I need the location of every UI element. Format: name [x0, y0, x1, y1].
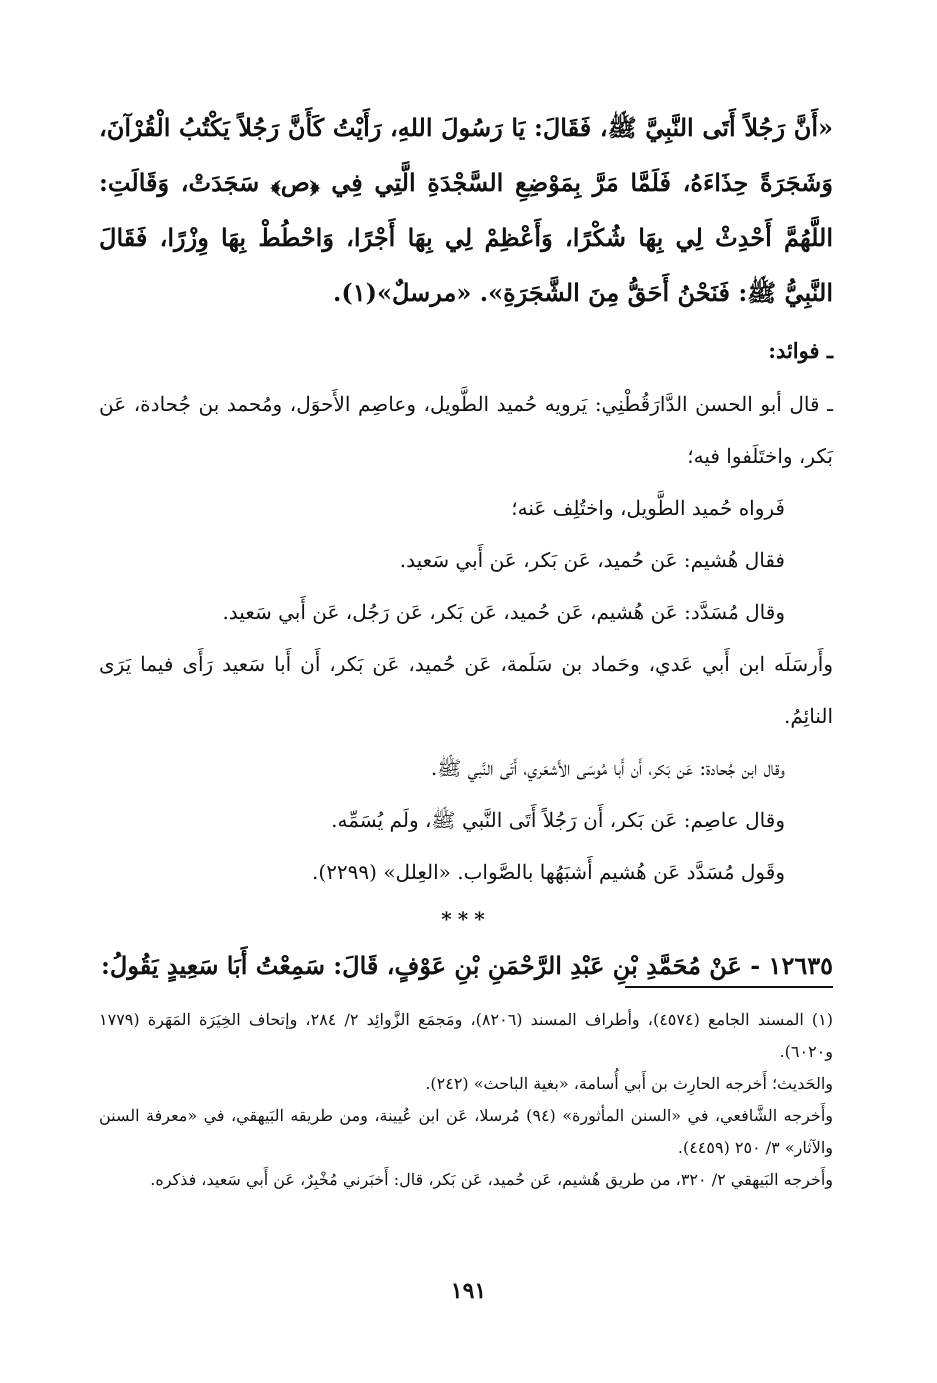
fawaid-heading: ـ فوائد: — [768, 338, 833, 363]
footnote-4: وأَخرجه البَيهقي ٢/ ٣٢٠، من طريق هُشيم، عَن حُميد، عَن بَكر، قال: أَخبَرني مُخْبِرٌ، عَن أَبي سَعيد، فذكره. — [150, 1170, 833, 1189]
footnote-2: والحَديث؛ أَخرجه الحارِث بن أَبي أُسامة، «بغية الباحث» (٢٤٢). — [425, 1074, 833, 1093]
footnote-divider — [625, 986, 833, 988]
mursal-paragraph: وأَرسَلَه ابن أَبي عَدي، وحَماد بن سَلَمة، عَن حُميد، عَن بَكر، أَن أَبا سَعيد رَأَى فيما يَرَى النائِمُ. — [99, 652, 833, 728]
musaddad-line: وقال مُسَدَّد: عَن هُشيم، عَن حُميد، عَن بَكر، عَن رَجُل، عَن أَبي سَعيد. — [222, 600, 785, 624]
qawl-line: وقَول مُسَدَّد عَن هُشيم أَشبَهُها بالصَّواب. «العِلل» (٢٢٩٩). — [312, 860, 785, 884]
hushaim-line: فقال هُشيم: عَن حُميد، عَن بَكر، عَن أَبي سَعيد. — [399, 548, 785, 572]
asim-line: وقال عاصِم: عَن بَكر، أَن رَجُلاً أَتَى النَّبي ﷺ، ولَم يُسَمِّه. — [331, 808, 785, 832]
footnote-1: (١) المسند الجامع (٤٥٧٤)، وأطراف المسند (٨٢٠٦)، ومَجمَع الزَّوائِد ٢/ ٢٨٤، وإتحاف الخِيَرَة المَهَرة (١٧٧٩ و٦٠٢٠). — [99, 1010, 833, 1061]
hadith-text: «أَنَّ رَجُلاً أَتَى النَّبِيَّ ﷺ، فَقَالَ: يَا رَسُولَ اللهِ، رَأَيْتُ كَأَنَّ رَجُلاً يَكْتُبُ الْقُرْآنَ، وَشَجَرَةً حِذَاءَهُ، فَلَمَّا مَرَّ بِمَوْضِعِ السَّجْدَةِ الَّتِي فِي ﴿ص﴾ سَجَدَتْ، وَقَالَتِ: اللَّهُمَّ أَحْدِثْ لِي بِهَا شُكْرًا، وَأَعْظِمْ لِي بِهَا أَجْرًا، وَاحْطُطْ بِهَا وِزْرًا، فَقَالَ النَّبِيُّ ﷺ: فَنَحْنُ أَحَقُّ مِنَ الشَّجَرَةِ». «مرسلٌ»(١). — [99, 113, 833, 307]
footnotes — [99, 1004, 833, 1196]
footnote-3: وأَخرجه الشَّافعي، في «السنن المأثورة» (٩٤) مُرسلا، عَن ابن عُيينة، ومن طريقه البَيهقي، في «معرفة السنن والآثار» ٣/ ٢٥٠ (٤٤٥٩). — [99, 1106, 833, 1157]
jahada-line: وقال ابن جُحادة: عَن بَكر، أَن أَبا مُوسَى الأَشعَري، أَتَى النَّبي ﷺ. — [430, 756, 785, 780]
section-separator: *** — [441, 907, 491, 931]
page-number: ١٩١ — [450, 1278, 487, 1304]
humaid-line: فَرواه حُميد الطَّويل، واختُلِف عَنه؛ — [511, 496, 785, 520]
daraqutni-paragraph: ـ قال أبو الحسن الدَّارَقُطْنِي: يَرويه حُميد الطَّويل، وعاصِم الأَحوَل، ومُحمد بن جُحادة، عَن بَكر، واختَلَفوا فيه؛ — [99, 392, 833, 468]
next-hadith-heading: ١٢٦٣٥ - عَنْ مُحَمَّدِ بْنِ عَبْدِ الرَّحْمَنِ بْنِ عَوْفٍ، قَالَ: سَمِعْتُ أَبَا سَعِيدٍ يَقُولُ: — [101, 951, 833, 980]
main-text — [99, 100, 833, 994]
